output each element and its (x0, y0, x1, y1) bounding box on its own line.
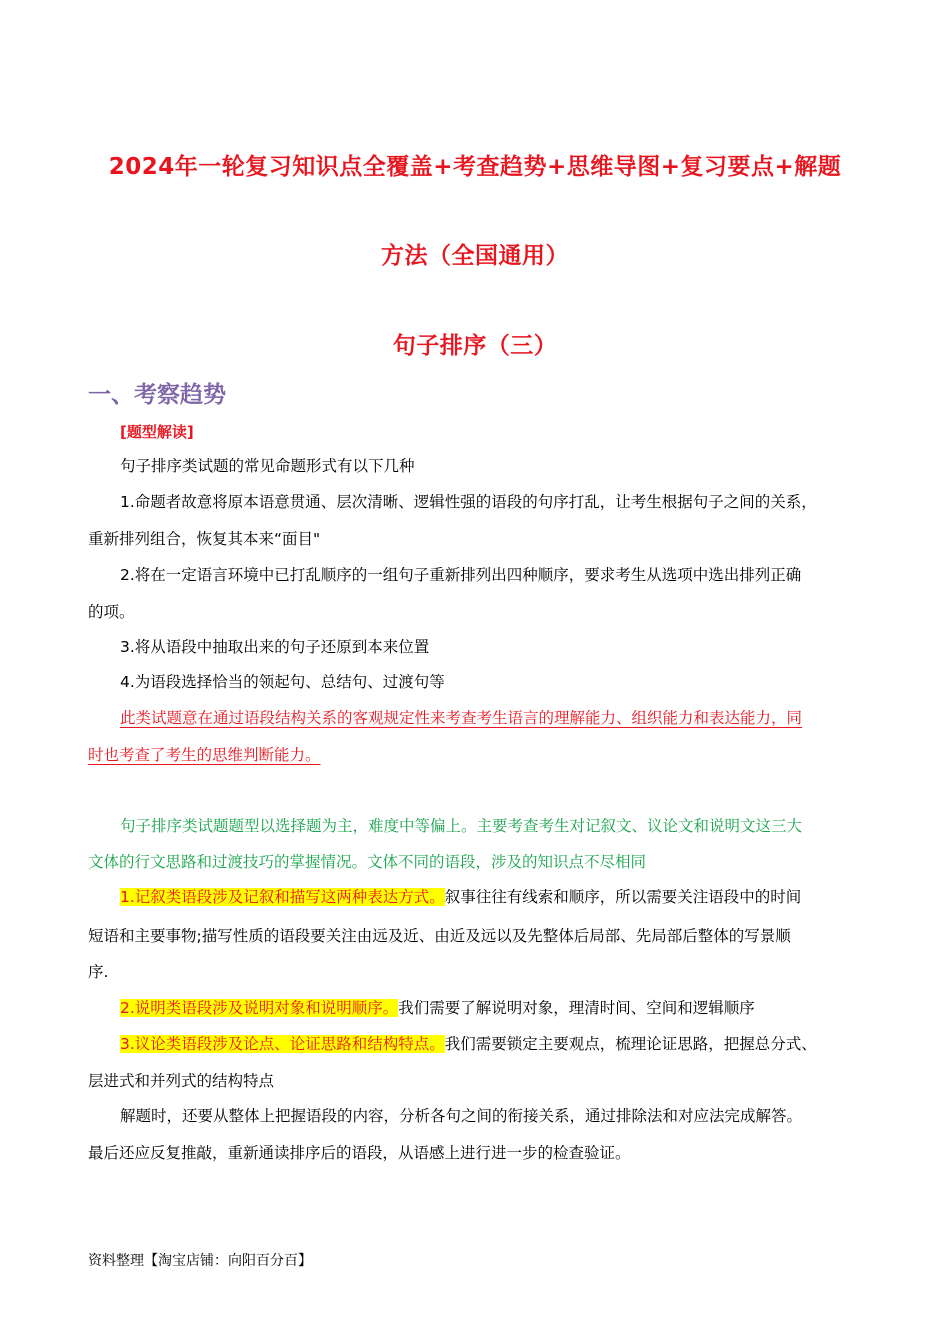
argumentative-text: 我们需要锁定主要观点，梳理论证思路，把握总分式、 (444, 1035, 817, 1053)
argumentative-point-line-1 (120, 1034, 817, 1054)
item-2-line-2: 的项。 (88, 603, 135, 621)
narrative-point-line-2: 短语和主要事物;描写性质的语段要关注由远及近、由近及远以及先整体后局部、先局部后整体的写景顺 (88, 927, 791, 945)
emphasis-line-1: 此类试题意在通过语段结构关系的客观规定性来考查考生语言的理解能力、组织能力和表达能力，同 (120, 709, 803, 727)
expository-point (120, 998, 755, 1018)
document-title-line-2: 方法（全国通用） (381, 243, 569, 269)
item-3: 3.将从语段中抽取出来的句子还原到本来位置 (120, 638, 430, 656)
intro-text: 句子排序类试题的常见命题形式有以下几种 (120, 457, 415, 475)
expository-text: 我们需要了解说明对象，理清时间、空间和逻辑顺序 (398, 999, 755, 1017)
narrative-point-line-1 (120, 887, 801, 907)
item-2-line-1: 2.将在一定语言环境中已打乱顺序的一组句子重新排列出四种顺序，要求考生从选项中选出排列正确 (120, 566, 802, 584)
document-subtitle: 句子排序（三） (392, 333, 558, 359)
argumentative-point-line-2: 层进式和并列式的结构特点 (88, 1072, 275, 1090)
item-1-line-2: 重新排列组合，恢复其本来“面目" (88, 530, 321, 548)
item-4: 4.为语段选择恰当的领起句、总结句、过渡句等 (120, 673, 445, 691)
overview-line-1: 句子排序类试题题型以选择题为主，难度中等偏上。主要考查考生对记叙文、议论文和说明文这三大 (120, 817, 803, 835)
narrative-point-line-3: 序. (88, 963, 109, 981)
argumentative-highlight: 3.议论类语段涉及论点、论证思路和结构特点。 (120, 1035, 445, 1053)
footer-source-note: 资料整理【淘宝店铺：向阳百分百】 (88, 1253, 312, 1269)
question-type-tag: [题型解读] (120, 423, 194, 441)
emphasis-line-2: 时也考查了考生的思维判断能力。 (88, 746, 321, 764)
solution-line-2: 最后还应反复推敲，重新通读排序后的语段，从语感上进行进一步的检查验证。 (88, 1144, 631, 1162)
narrative-text: 叙事往往有线索和顺序，所以需要关注语段中的时间 (444, 888, 802, 906)
solution-line-1: 解题时，还要从整体上把握语段的内容，分析各句之间的衔接关系，通过排除法和对应法完成解答。 (120, 1107, 803, 1125)
overview-line-2: 文体的行文思路和过渡技巧的掌握情况。文体不同的语段，涉及的知识点不尽相同 (88, 853, 647, 871)
narrative-highlight: 1.记叙类语段涉及记叙和描写这两种表达方式。 (120, 888, 445, 906)
expository-highlight: 2.说明类语段涉及说明对象和说明顺序。 (120, 999, 399, 1017)
item-1-line-1: 1.命题者故意将原本语意贯通、层次清晰、逻辑性强的语段的句序打乱，让考生根据句子之间的关系， (120, 493, 817, 511)
document-title-line-1: 2024年一轮复习知识点全覆盖+考查趋势+思维导图+复习要点+解题 (108, 154, 842, 180)
section-heading: 一、考察趋势 (88, 382, 226, 408)
